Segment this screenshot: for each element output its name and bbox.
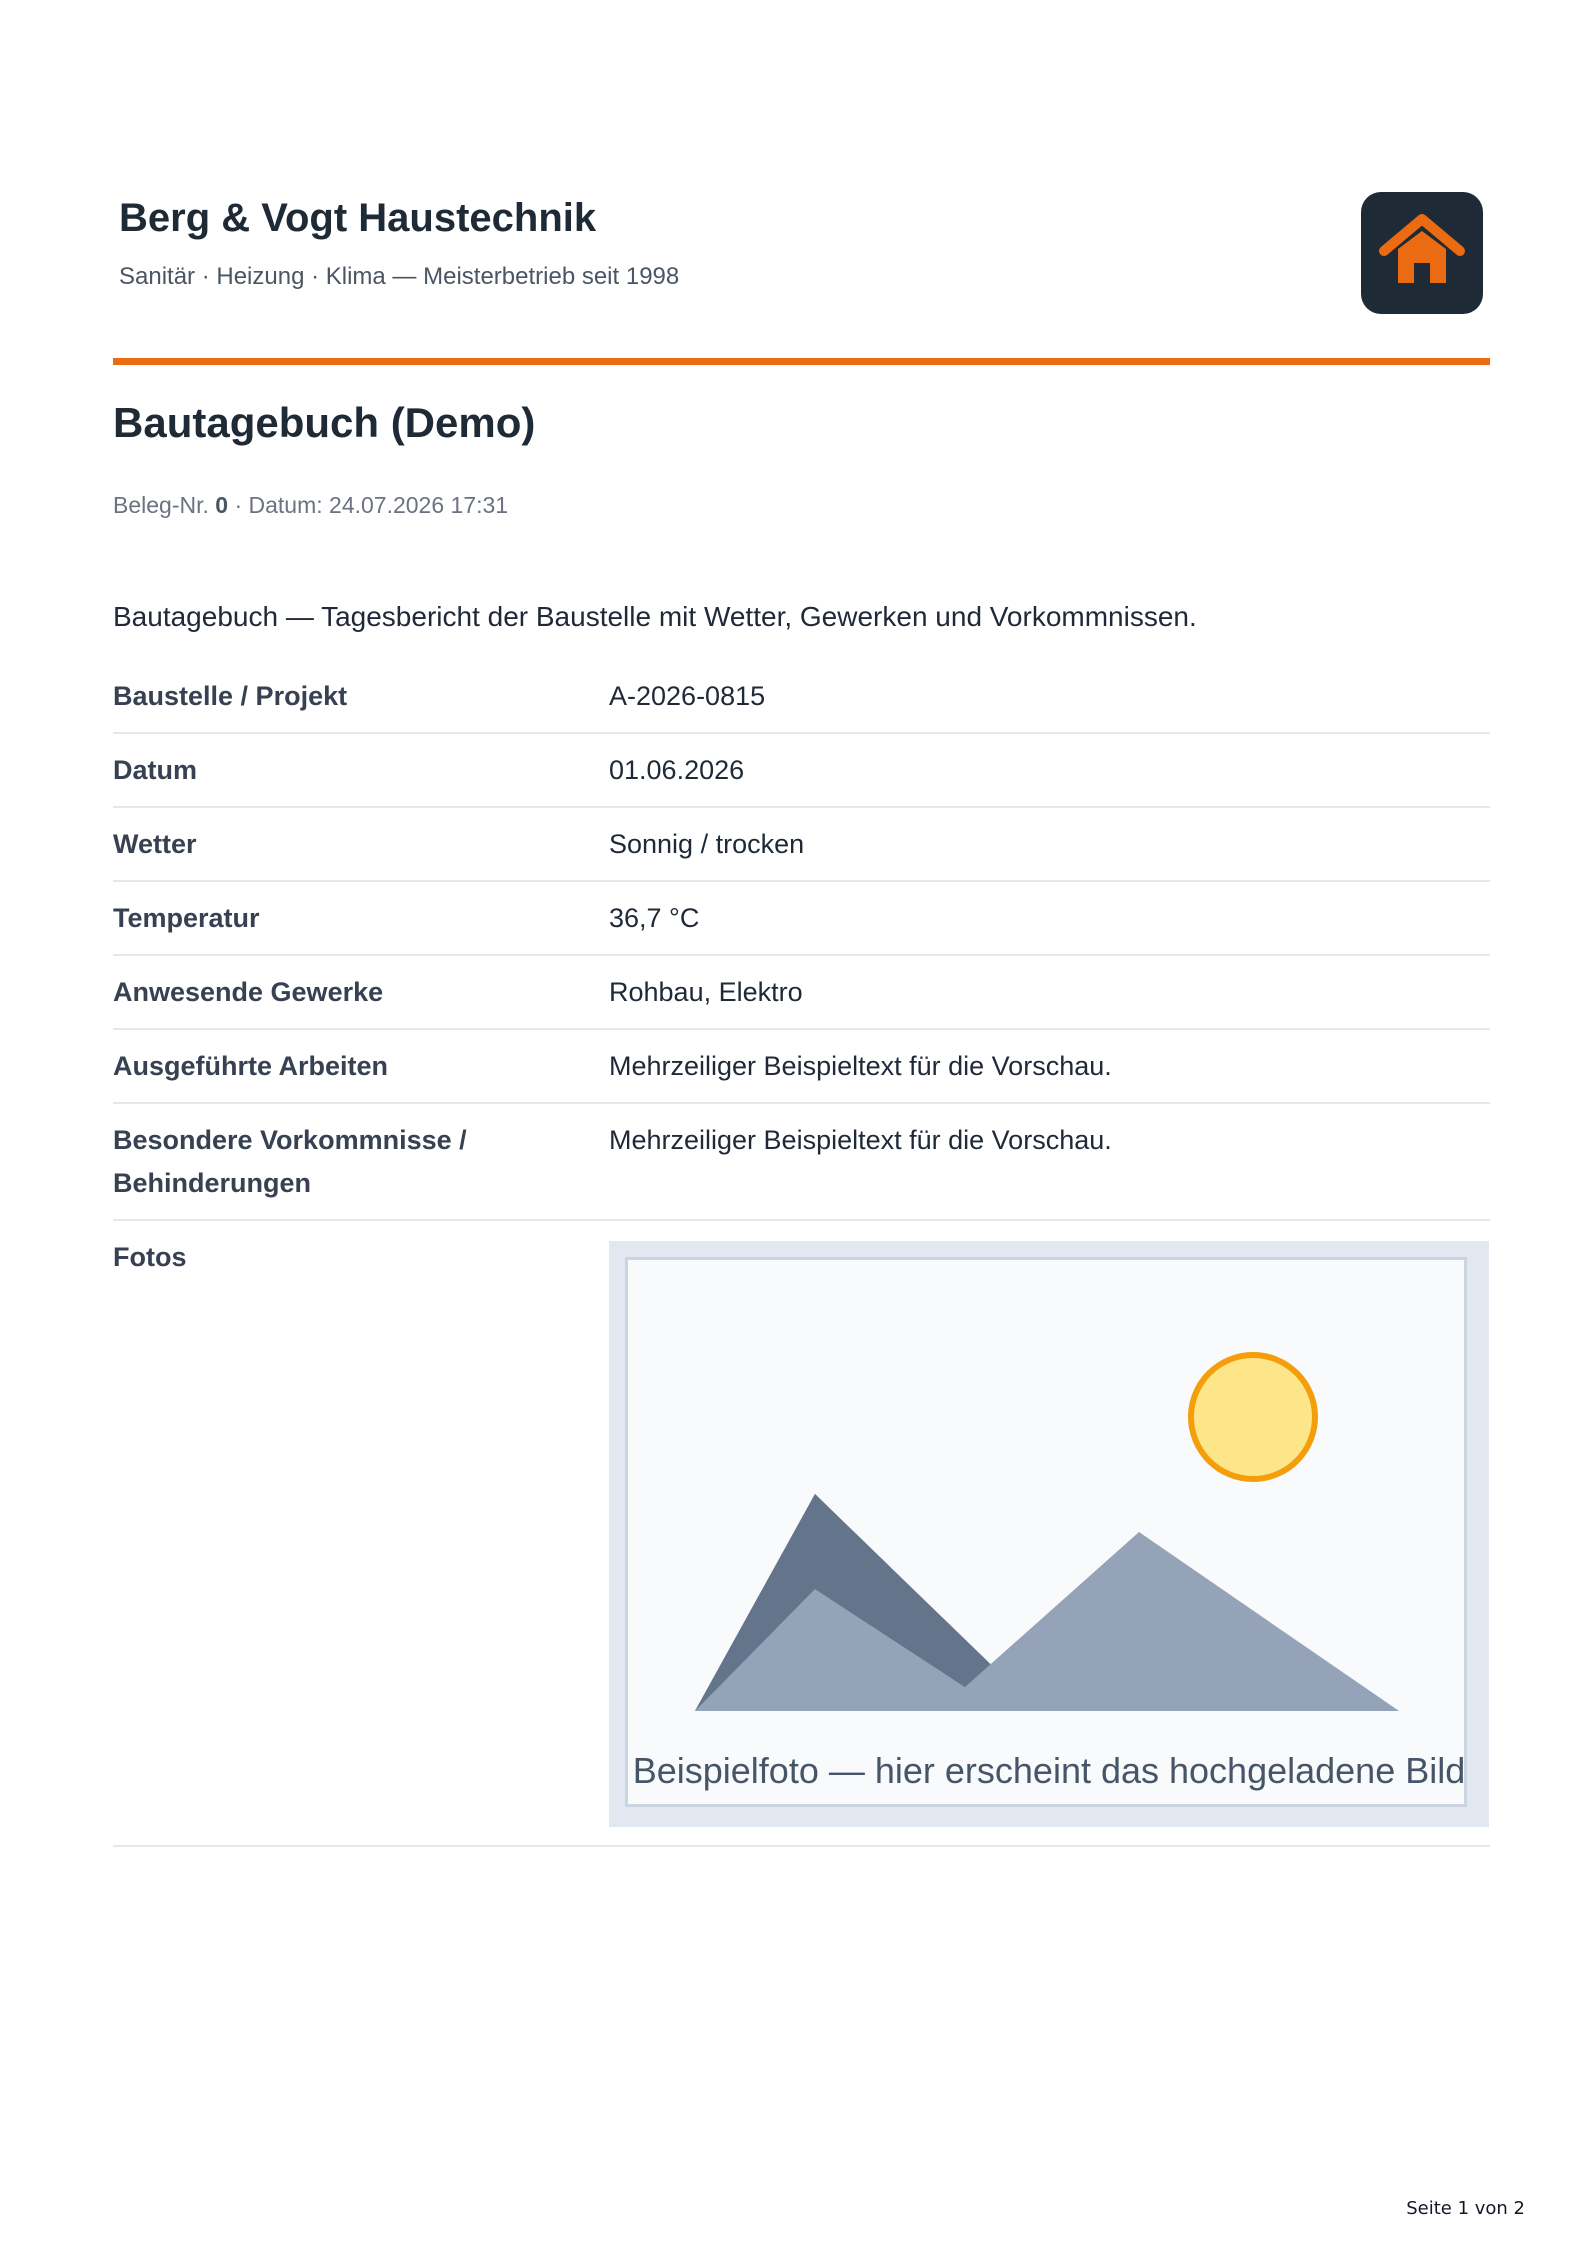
company-header: [119, 196, 679, 291]
field-row-project: [113, 660, 1490, 734]
field-row-weather: [113, 808, 1490, 882]
header-divider: [113, 358, 1490, 365]
field-label: Besondere Vorkommnisse / Behinderungen: [113, 1125, 467, 1198]
image-placeholder-icon: [609, 1241, 1489, 1827]
document-meta: [113, 492, 508, 519]
photo-caption: Beispielfoto — hier erscheint das hochgeladene Bild: [632, 1750, 1466, 1791]
field-row-date: [113, 734, 1490, 808]
receipt-number: 0: [215, 492, 229, 518]
field-label: Datum: [113, 755, 198, 785]
field-value: Mehrzeiliger Beispieltext für die Vorschau.: [609, 1125, 1112, 1155]
document-intro: Bautagebuch — Tagesbericht der Baustelle mit Wetter, Gewerken und Vorkommnissen.: [113, 601, 1197, 632]
field-label: Temperatur: [113, 903, 260, 933]
field-label: Baustelle / Projekt: [113, 681, 348, 711]
field-row-incidents: [113, 1104, 1490, 1221]
field-table: [113, 660, 1490, 1847]
photo: [609, 1241, 1489, 1827]
field-row-trades: [113, 956, 1490, 1030]
field-label: Wetter: [113, 829, 197, 859]
meta-prefix: Beleg-Nr.: [113, 492, 209, 518]
field-row-photos: [113, 1221, 1490, 1847]
house-icon: [1374, 205, 1470, 301]
field-row-work: [113, 1030, 1490, 1104]
field-label: Fotos: [113, 1242, 187, 1272]
field-value: Rohbau, Elektro: [609, 977, 803, 1007]
company-name: Berg & Vogt Haustechnik: [119, 196, 597, 240]
field-label: Anwesende Gewerke: [113, 977, 384, 1007]
company-tagline: Sanitär · Heizung · Klima — Meisterbetrieb seit 1998: [119, 263, 680, 290]
field-value: Mehrzeiliger Beispieltext für die Vorschau.: [609, 1051, 1112, 1081]
field-value: [609, 1236, 1490, 1827]
field-value: A-2026-0815: [609, 681, 766, 711]
page-number: Seite 1 von 2: [1406, 2198, 1525, 2219]
document-title: Bautagebuch (Demo): [113, 399, 536, 446]
field-value: 01.06.2026: [609, 755, 745, 785]
field-value: Sonnig / trocken: [609, 829, 805, 859]
logo: [1361, 192, 1483, 314]
field-row-temperature: [113, 882, 1490, 956]
field-value: 36,7 °C: [609, 903, 700, 933]
field-label: Ausgeführte Arbeiten: [113, 1051, 389, 1081]
meta-date: · Datum: 24.07.2026 17:31: [234, 492, 509, 518]
